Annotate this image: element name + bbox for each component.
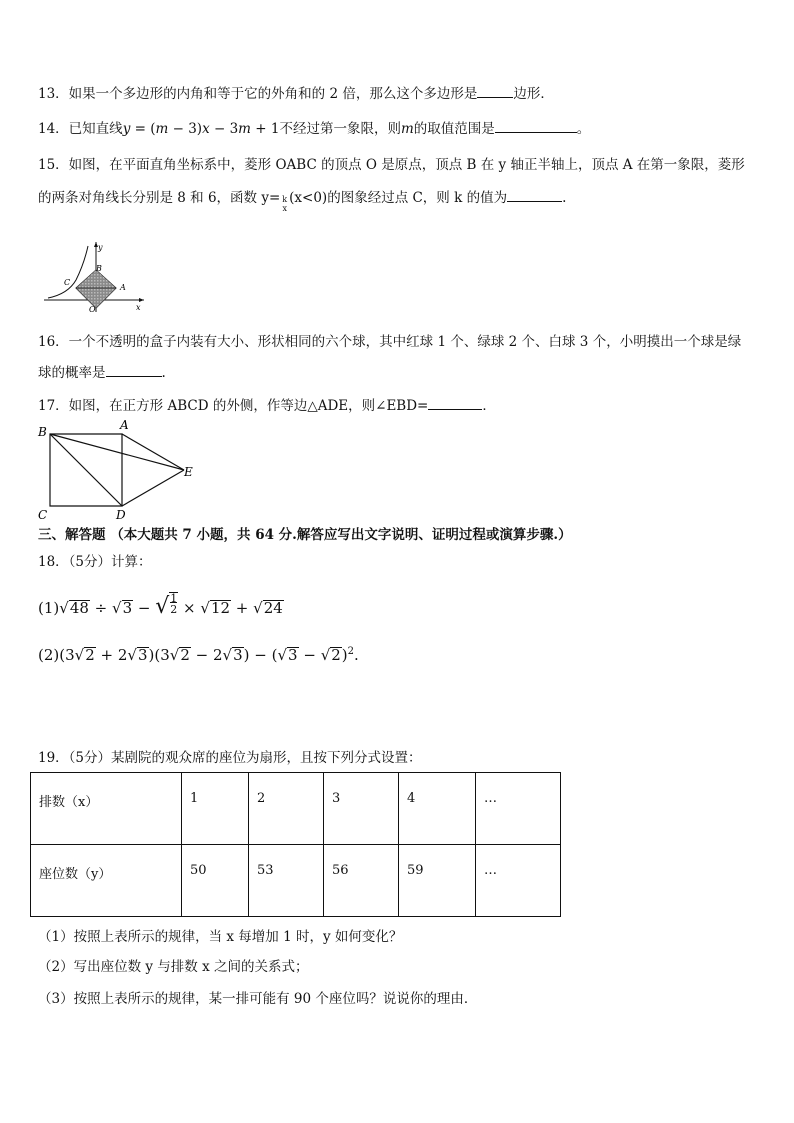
section-3-title: 三、解答题 (38, 527, 106, 543)
q17-label-c: C (38, 508, 48, 522)
q18-e1-radicand: 24 (263, 599, 283, 617)
question-17 (38, 396, 496, 415)
q18-e2-radicand: 2 (85, 646, 95, 664)
table-cell: … (476, 773, 561, 845)
q13-answer-blank[interactable] (477, 84, 513, 98)
q19-sub-1: （1）按照上表所示的规律，当 x 每增加 1 时，y 如何变化？ (38, 929, 403, 945)
question-16-line1: 16．一个不透明的盒子内装有大小、形状相同的六个球，其中红球 1 个、绿球 2 个、白球 3 个，小明摸出一个球是绿 (38, 334, 742, 350)
q15-frac-den: x (282, 204, 287, 213)
q19-table (30, 772, 561, 917)
q18-e2-part: )(3 (148, 646, 170, 664)
q18-e1-frac-num: 1 (170, 592, 178, 605)
table-cell: 排数（x） (31, 773, 182, 845)
q18-expression-2: $(2)(3√2 + 2√3)(3√2 - 2√3) - (√3 - √2)^2$. (38, 646, 359, 664)
q15-label-b: B (96, 264, 102, 273)
q15-end: . (562, 190, 567, 206)
q15-label-x: x (136, 303, 141, 312)
q15-line2-pre: 的两条对角线长分别是 8 和 6，函数 y= (38, 190, 281, 206)
table-cell: 2 (249, 773, 324, 845)
q17-label-a: A (120, 418, 129, 432)
q14-eq-part: + 1 (250, 121, 280, 137)
q17-side-de (122, 470, 184, 506)
q14-eq-part: − 3) (168, 121, 203, 137)
table-cell: 53 (249, 845, 324, 917)
section-3-note: （本大题共 7 小题，共 64 分.解答应写出文字说明、证明过程或演算步骤.） (110, 527, 572, 543)
question-15-line1: 15．如图，在平面直角坐标系中，菱形 OABC 的顶点 O 是原点，顶点 B 在 y 轴正半轴上，顶点 A 在第一象限，菱形 (38, 157, 745, 173)
q14-eq-m: m (238, 121, 251, 137)
q18-e1-radicand: 12 (210, 599, 231, 617)
question-15-line2 (38, 188, 566, 213)
q17-label-e: E (184, 465, 193, 479)
q19-sub-3: （3）按照上表所示的规律，某一排可能有 90 个座位吗？说说你的理由． (38, 991, 478, 1007)
q17-text: 17．如图，在正方形 ABCD 的外侧，作等边△ADE，则∠EBD= (38, 398, 429, 414)
q15-rhombus-shade (76, 270, 116, 308)
q18-e1-frac-den: 2 (170, 603, 178, 616)
q14-mid: 不经过第一象限，则 (279, 121, 401, 137)
q18-e1-label: (1) (38, 599, 60, 617)
q18-e2-exponent: 2 (347, 646, 355, 657)
q15-label-o: O (89, 305, 96, 314)
q14-eq-y: y (122, 121, 131, 137)
q18-expression-1: $(1)√48 \div √3 - √\frac{1}{2} \times √12 + √24$ (38, 592, 283, 619)
q14-eq-m: m (155, 121, 169, 137)
q15-line2-post: (x<0)的图象经过点 C，则 k 的值为 (289, 190, 508, 206)
q14-eq-part: = ( (130, 121, 156, 137)
q18-e2-part: + 2 (95, 646, 128, 664)
q16-answer-blank[interactable] (106, 363, 162, 377)
q14-tail: 。 (576, 121, 591, 137)
q14-answer-blank[interactable] (495, 119, 577, 133)
q18-e2-radicand: 3 (288, 646, 298, 664)
q18-header: 18．（5分）计算： (38, 554, 152, 570)
q18-e2-part: ) (341, 646, 348, 664)
q15-label-a: A (120, 283, 126, 292)
q18-e2-part: − (298, 646, 321, 664)
q16-end: . (161, 365, 166, 381)
q15-x-arrow (139, 298, 144, 302)
q17-segment-be (50, 434, 184, 470)
q18-e2-label: (2) (38, 646, 60, 664)
q14-pre: 14．已知直线 (38, 121, 123, 137)
q18-e2-part: ) − ( (243, 646, 278, 664)
table-cell: 56 (324, 845, 399, 917)
q18-e2-radicand: 2 (331, 646, 341, 664)
q18-e1-op: ÷ (89, 599, 113, 617)
q17-end: ． (482, 398, 496, 414)
table-cell: … (476, 845, 561, 917)
q15-label-c: C (64, 278, 71, 287)
q16-line2-pre: 球的概率是 (38, 365, 106, 381)
q17-answer-blank[interactable] (428, 396, 482, 410)
table-cell: 3 (324, 773, 399, 845)
q18-e1-op: × (178, 599, 201, 617)
q17-figure (34, 418, 204, 524)
section-3-heading (38, 526, 572, 544)
q18-e2-radicand: 3 (233, 646, 243, 664)
question-13 (38, 84, 554, 103)
q18-e1-radicand: 48 (69, 599, 89, 617)
q13-tail: 边形． (513, 86, 554, 102)
q17-label-d: D (116, 508, 126, 522)
q17-label-b: B (38, 425, 47, 439)
table-cell: 1 (182, 773, 249, 845)
q17-segment-bd (50, 434, 122, 506)
q19-header: 19．（5分）某剧院的观众席的座位为扇形，且按下列分式设置： (38, 750, 422, 766)
q18-e1-op: + (231, 599, 254, 617)
q14-var-m: m (400, 121, 414, 137)
q15-fraction (282, 195, 287, 213)
q18-e2-part: − 2 (190, 646, 223, 664)
q18-e2-radicand: 3 (137, 646, 148, 664)
table-cell: 59 (399, 845, 476, 917)
q14-eq-part: − 3 (209, 121, 239, 137)
question-16-line2 (38, 363, 166, 382)
q15-figure (40, 238, 150, 316)
q17-side-ae (122, 434, 184, 470)
q18-e1-radicand: 3 (122, 599, 133, 617)
question-14 (38, 119, 590, 138)
table-cell: 4 (399, 773, 476, 845)
q15-answer-blank[interactable] (507, 188, 562, 202)
q15-label-y: y (98, 243, 103, 252)
q14-tail-pre: 的取值范围是 (413, 121, 495, 137)
q18-e1-op: − (133, 599, 156, 617)
q13-text: 13．如果一个多边形的内角和等于它的外角和的 2 倍，那么这个多边形是 (38, 86, 478, 102)
q19-sub-2: （2）写出座位数 y 与排数 x 之间的关系式； (38, 959, 309, 975)
q15-frac-num: k (282, 195, 288, 204)
table-row (31, 845, 561, 917)
table-row (31, 773, 561, 845)
table-cell: 50 (182, 845, 249, 917)
q14-eq-x: x (202, 121, 210, 137)
q18-e1-fraction (169, 592, 178, 615)
q18-e2-end: . (354, 646, 359, 664)
table-cell: 座位数（y） (31, 845, 182, 917)
q18-e2-part: (3 (59, 646, 75, 664)
q18-e2-radicand: 2 (180, 646, 190, 664)
